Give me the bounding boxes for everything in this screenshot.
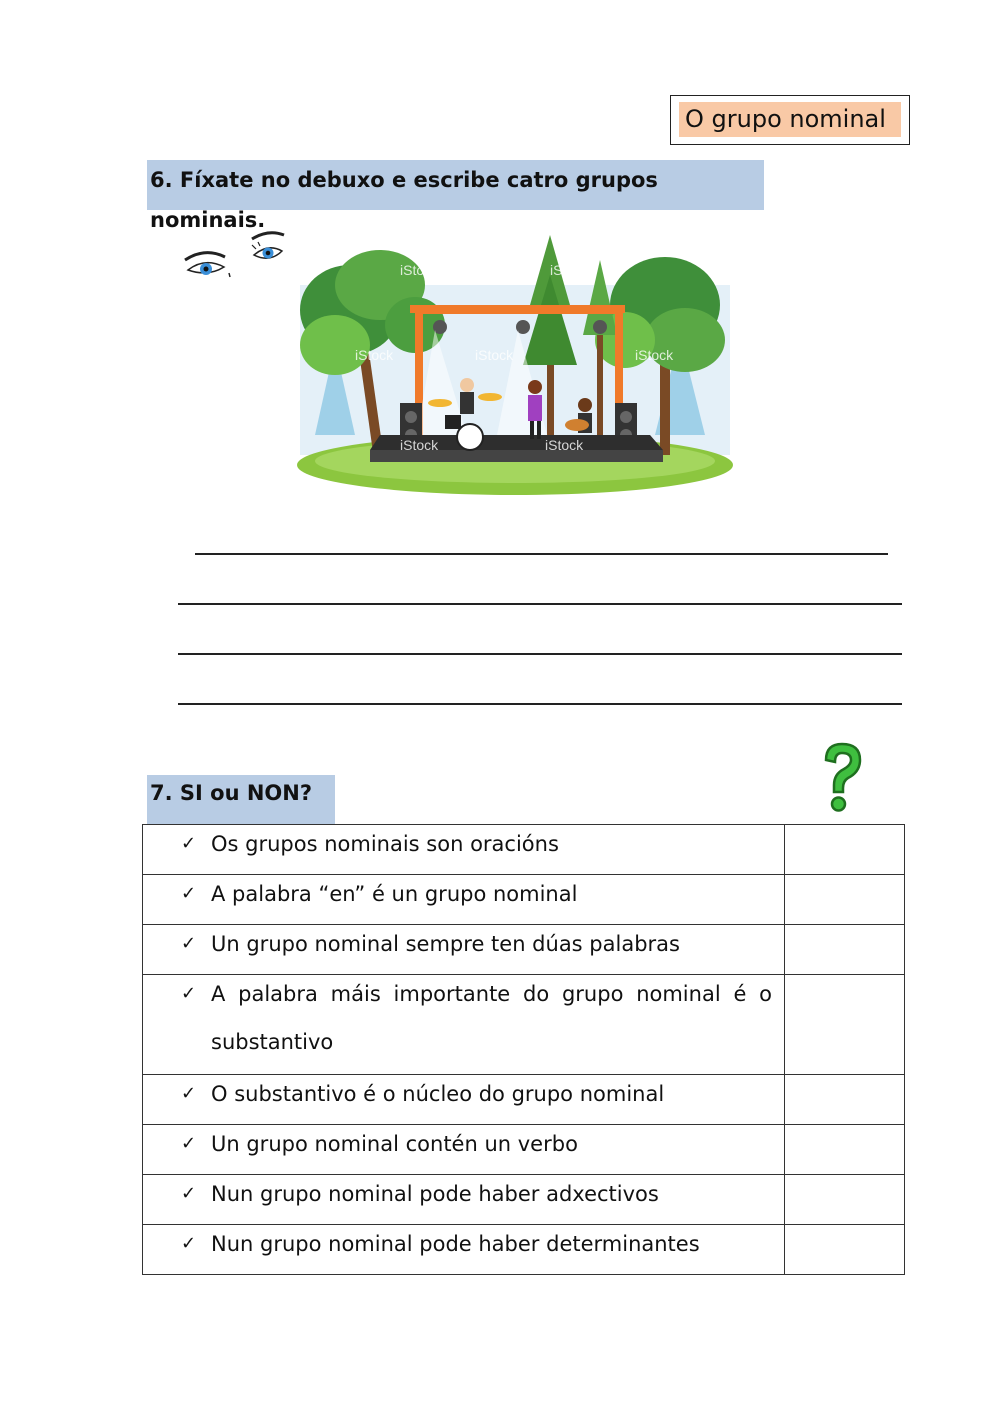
check-icon: ✓: [181, 1133, 197, 1154]
answer-line-3[interactable]: [178, 653, 902, 655]
statement-text: Os grupos nominais son oracións: [211, 832, 559, 856]
statement-cell: [143, 875, 785, 925]
table-row: [143, 1225, 905, 1275]
table-row: [143, 875, 905, 925]
answer-cell[interactable]: [785, 1075, 905, 1125]
check-icon: ✓: [181, 833, 197, 854]
statement-text-continuation: substantivo: [211, 1030, 334, 1054]
check-icon: ✓: [181, 983, 197, 1004]
answer-cell[interactable]: [785, 975, 905, 1075]
statement-cell: [143, 825, 785, 875]
statement-cell: [143, 925, 785, 975]
section-7-heading: [147, 775, 335, 825]
check-icon: ✓: [181, 1083, 197, 1104]
answer-cell[interactable]: [785, 1225, 905, 1275]
title-box: [670, 95, 910, 145]
section-6-heading: [147, 160, 764, 232]
watermark-text: iStock: [550, 262, 589, 278]
watermark-text: iStock: [545, 437, 584, 453]
answer-cell[interactable]: [785, 875, 905, 925]
check-icon: ✓: [181, 933, 197, 954]
eyes-icon: [180, 225, 290, 285]
question-mark-icon: [820, 740, 865, 815]
statement-text: Un grupo nominal contén un verbo: [211, 1132, 578, 1156]
check-icon: ✓: [181, 1183, 197, 1204]
watermark-text: iStock: [400, 262, 439, 278]
statement-cell: [143, 1175, 785, 1225]
statement-cell: [143, 1125, 785, 1175]
concert-stage-illustration: [295, 225, 735, 500]
yes-no-table: [142, 824, 905, 1275]
answer-line-1[interactable]: [195, 553, 888, 555]
statement-text: A palabra “en” é un grupo nominal: [211, 882, 578, 906]
table-row: [143, 1125, 905, 1175]
table-row: [143, 825, 905, 875]
section-7-text: SI ou NON?: [179, 781, 313, 805]
section-7-number: 7.: [150, 781, 173, 805]
statement-text: A palabra máis importante do grupo nominal é o: [211, 982, 772, 1006]
statement-text: Nun grupo nominal pode haber adxectivos: [211, 1182, 659, 1206]
statement-text: O substantivo é o núcleo do grupo nominal: [211, 1082, 665, 1106]
answer-cell[interactable]: [785, 825, 905, 875]
watermark-text: iStock: [635, 347, 674, 363]
section-6-number: 6.: [150, 168, 173, 192]
statement-cell: [143, 1225, 785, 1275]
table-row: [143, 925, 905, 975]
answer-line-2[interactable]: [178, 603, 902, 605]
page-title: O grupo nominal: [679, 102, 901, 137]
answer-cell[interactable]: [785, 1175, 905, 1225]
statement-text: Nun grupo nominal pode haber determinantes: [211, 1232, 700, 1256]
statement-text: Un grupo nominal sempre ten dúas palabras: [211, 932, 680, 956]
table-row: [143, 1175, 905, 1225]
answer-cell[interactable]: [785, 1125, 905, 1175]
answer-cell[interactable]: [785, 925, 905, 975]
statement-cell: [143, 1075, 785, 1125]
watermark-text: iStock: [400, 437, 439, 453]
check-icon: ✓: [181, 1233, 197, 1254]
watermark-text: iStock: [475, 347, 514, 363]
table-row: [143, 1075, 905, 1125]
section-6-text: Fíxate no debuxo e escribe catro grupos nominais.: [150, 168, 658, 232]
answer-line-4[interactable]: [178, 703, 902, 705]
check-icon: ✓: [181, 883, 197, 904]
statement-cell: [143, 975, 785, 1075]
watermark-text: iStock: [355, 347, 394, 363]
table-row: [143, 975, 905, 1075]
